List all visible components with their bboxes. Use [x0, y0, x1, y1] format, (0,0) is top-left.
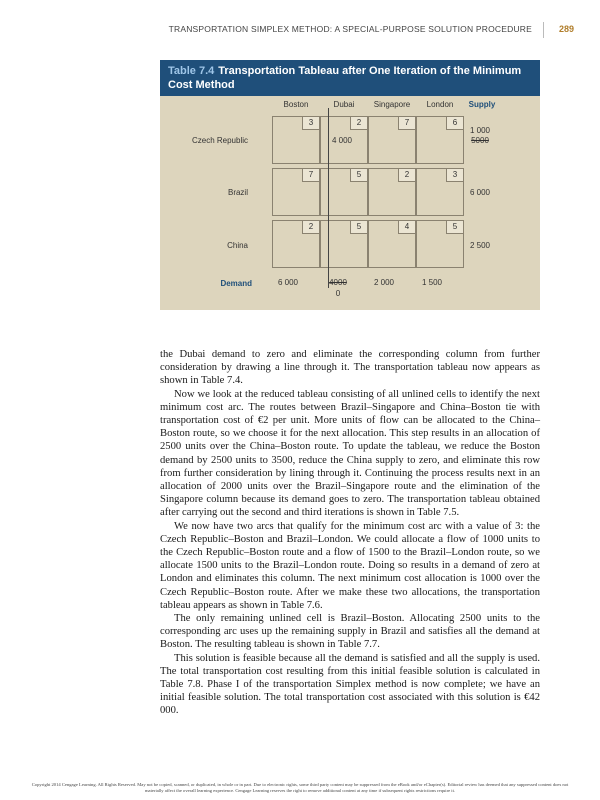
- allocation-czech-dubai: 4 000: [331, 136, 353, 145]
- cell-czech-boston: 3: [272, 116, 320, 164]
- row-label-china: China: [227, 241, 248, 250]
- running-head: [0, 24, 600, 38]
- copyright-footer: Copyright 2014 Cengage Learning. All Rights Reserved. May not be copied, scanned, or duplicated, in whole or in part. Due to electronic rights, some third party content may be suppressed from the eBook and/or eChapter(s). Editorial review has deemed that any suppressed content does not materially affect the overall learning experience. Cengage Learning reserves the right to remove additional content at any time if subsequent rights restrictions require it.: [31, 782, 569, 793]
- dubai-elimination-line: [328, 108, 329, 288]
- row-label-czech: Czech Republic: [191, 136, 248, 145]
- col-head-supply: Supply: [468, 100, 496, 109]
- col-head-london: London: [426, 100, 454, 109]
- paragraph: Now we look at the reduced tableau consisting of all unlined cells to identify the next minimum cost arc. The routes between Brazil–Singapore and China–Boston tie with transportation cost of €2 per unit. More units of flow can be allocated to the China–Boston route, so we choose it for the next allocation. This step results in an allocation of 2500 units over the China–Boston route. To update the tableau, we reduce the Boston demand by 2500 units to 3500, reduce the China supply to zero, and eliminate this row from further consideration by lining through it. Continuing the process results next in an allocation of 2000 units over the Brazil–Singapore route and the elimination of the Singapore column because its demand goes to zero. The transportation tableau obtained after carrying out the second and third iterations is shown in Table 7.5.: [160, 388, 540, 519]
- cell-brazil-boston: 7: [272, 168, 320, 216]
- cell-china-boston: 2: [272, 220, 320, 268]
- supply-czech-old: 5000: [471, 136, 489, 145]
- demand-singapore: 2 000: [373, 278, 395, 287]
- col-head-singapore: Singapore: [373, 100, 411, 109]
- table-label: Table 7.4: [168, 65, 215, 77]
- page-number: 289: [558, 24, 574, 34]
- cell-czech-london: 6: [416, 116, 464, 164]
- cell-czech-singapore: 7: [368, 116, 416, 164]
- supply-china: 2 500: [469, 241, 491, 250]
- cell-czech-dubai: 2: [320, 116, 368, 164]
- cell-china-dubai: 5: [320, 220, 368, 268]
- demand-dubai-new: 0: [335, 289, 341, 298]
- cell-brazil-london: 3: [416, 168, 464, 216]
- running-head-separator: [543, 22, 544, 38]
- col-head-boston: Boston: [283, 100, 309, 109]
- demand-boston: 6 000: [277, 278, 299, 287]
- cell-china-london: 5: [416, 220, 464, 268]
- running-head-title: TRANSPORTATION SIMPLEX METHOD: A SPECIAL-PURPOSE SOLUTION PROCEDURE: [168, 24, 532, 34]
- body-text: [160, 348, 540, 718]
- supply-brazil: 6 000: [469, 188, 491, 197]
- demand-dubai-old: 4000: [329, 278, 347, 287]
- table-title: Transportation Tableau after One Iteration of the Minimum Cost Method: [168, 65, 522, 91]
- demand-london: 1 500: [421, 278, 443, 287]
- row-label-brazil: Brazil: [227, 188, 248, 197]
- paragraph: This solution is feasible because all the demand is satisfied and all the supply is used. The total transportation cost resulting from this initial feasible solution is calculated in Table 7.8. Phase I of the transportation Simplex method is now complete; we have an initial feasible solution. The total transportation cost associated with this solution is €42 000.: [160, 652, 540, 717]
- paragraph: the Dubai demand to zero and eliminate the corresponding column from further consideration by drawing a line through it. The transportation tableau now appears as shown in Table 7.4.: [160, 349, 540, 387]
- transportation-tableau: [160, 96, 540, 310]
- cell-brazil-dubai: 5: [320, 168, 368, 216]
- cell-brazil-singapore: 2: [368, 168, 416, 216]
- supply-czech-new: 1 000: [469, 126, 491, 135]
- demand-header: Demand: [220, 279, 252, 288]
- paragraph: The only remaining unlined cell is Brazil–Boston. Allocating 2500 units to the corresponding arc uses up the remaining supply in Brazil and satisfies all the demand at Boston. The resulting tableau is shown in Table 7.7.: [160, 613, 540, 651]
- col-head-dubai: Dubai: [333, 100, 355, 109]
- paragraph: We now have two arcs that qualify for the minimum cost arc with a value of 3: the Czech Republic–Boston and Brazil–London. We could allocate a flow of 1000 units to the Czech Republic–Boston route and a flow of 1500 to the Brazil–London route, so we allocate 1500 units to the Brazil–London route. Doing so results in a demand of zero at London and eliminates this column. The next minimum cost allocation is 1000 over the Czech Republic–Boston route. After we make these two allocations, the transportation tableau appears as shown in Table 7.6.: [160, 520, 540, 611]
- cell-china-singapore: 4: [368, 220, 416, 268]
- table-caption: [160, 60, 540, 96]
